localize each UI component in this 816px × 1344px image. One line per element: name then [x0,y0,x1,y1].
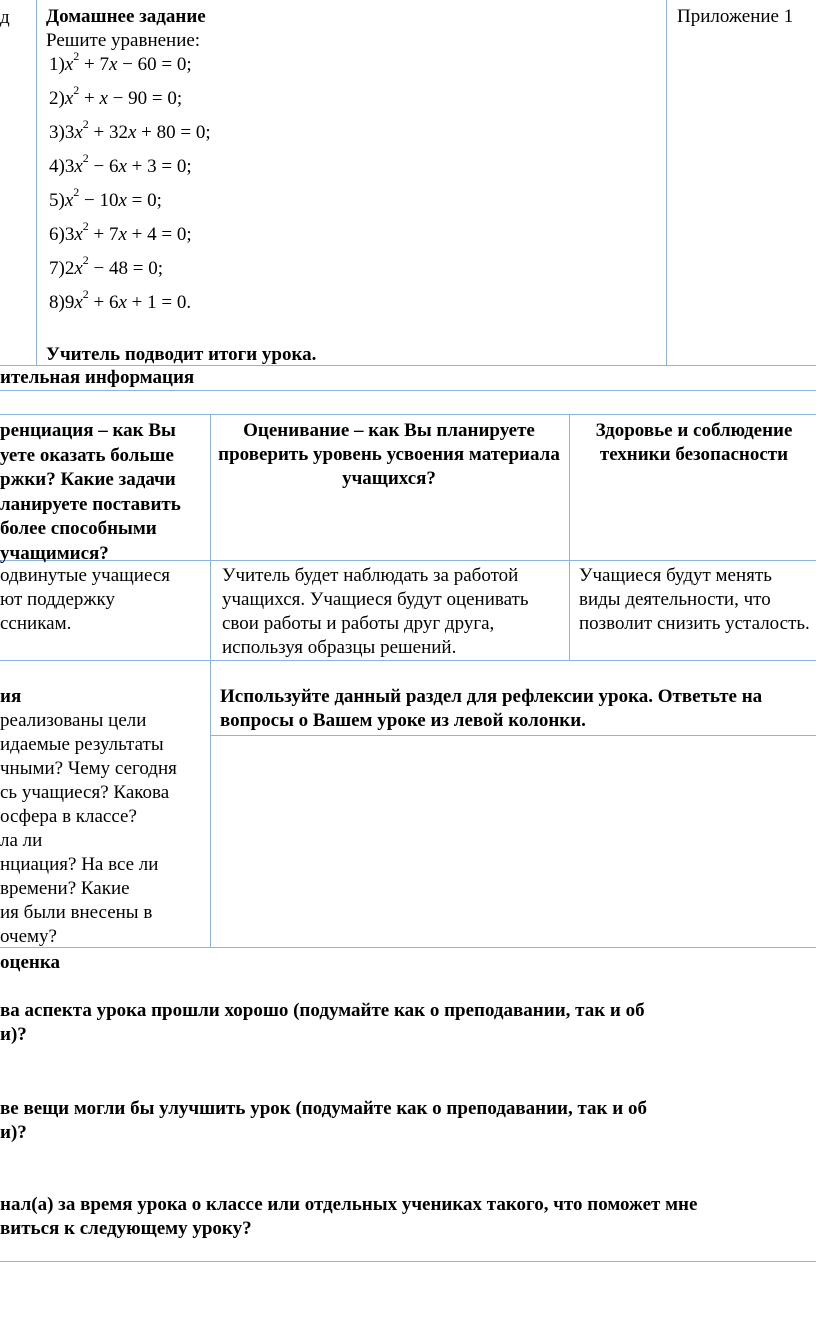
homework-title: Домашнее задание [46,6,206,27]
section-header: ительная информация [0,367,195,388]
equation-3: $3)3x^2 + 32x + 80 = 0$; [49,117,211,143]
col1-header: ренциация – как Вы уете оказать больше ржки? Какие задачи ланируете поставить более способными учащимися? [0,420,181,564]
equation-2: $2)x^2 + x - 90 = 0$; [49,83,183,109]
equation-4: $4)3x^2 - 6x + 3 = 0$; [49,151,192,177]
equation-6: $6)3x^2 + 7x + 4 = 0$; [49,219,192,245]
assessment-question-3: нал(а) за время урока о классе или отдельных учениках такого, что поможет мне виться к следующему уроку? [0,1194,698,1239]
equation-1: $1)x^2 + 7x - 60 = 0$; [49,49,192,75]
col3-body: Учащиеся будут менять виды деятельности, что позволит снизить усталость. [579,565,810,634]
grid-line [0,390,816,391]
left-fragment: д [0,7,10,28]
grid-line [569,414,570,661]
grid-line [0,660,816,661]
col1-body: одвинутые учащиеся ют поддержку ссникам. [0,565,171,634]
equation-7: $7)2x^2 - 48 = 0$; [49,253,163,279]
grid-line [0,1261,816,1262]
lesson-summary: Учитель подводит итоги урока. [46,344,317,365]
reflection-left: ия реализованы цели идаемые результаты чными? Чему сегодня сь учащиеся? Какова осфера в классе? ла ли нциация? На все ли времени? Какие ия были внесены в очему? [0,686,177,947]
grid-line [36,0,37,366]
grid-line [0,414,816,415]
reflection-title: Используйте данный раздел для рефлексии урока. Ответьте на вопросы о Вашем уроке из левой колонки. [220,686,763,731]
appendix-label: Приложение 1 [677,6,794,27]
instruction: Решите уравнение: [46,30,201,51]
equation-5: $5)x^2 - 10x = 0$; [49,185,162,211]
col2-header: Оценивание – как Вы планируете проверить уровень усвоения материала учащихся? [218,420,560,489]
grid-line [210,414,211,948]
grid-line [666,0,667,366]
assessment-question-1: ва аспекта урока прошли хорошо (подумайте как о преподавании, так и об и)? [0,1000,645,1045]
equation-8: $8)9x^2 + 6x + 1 = 0$. [49,287,192,313]
assessment-header: оценка [0,952,60,973]
col3-header: Здоровье и соблюдение техники безопасности [595,420,793,465]
grid-line [210,735,816,736]
col2-body: Учитель будет наблюдать за работой учащихся. Учащиеся будут оценивать свои работы и работы друг друга, используя образцы решений. [222,565,529,658]
assessment-question-2: ве вещи могли бы улучшить урок (подумайте как о преподавании, так и об и)? [0,1098,647,1143]
